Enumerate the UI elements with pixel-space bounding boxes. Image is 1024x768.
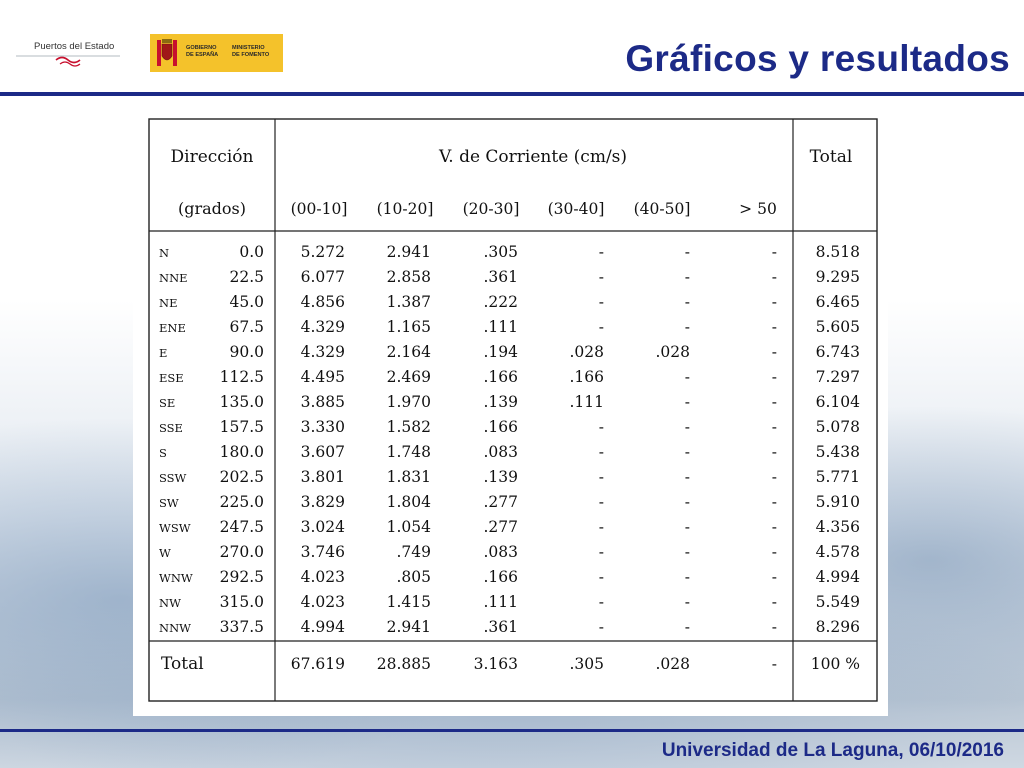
speed-value: 4.495	[300, 368, 345, 386]
row-total: 5.605	[815, 318, 860, 336]
speed-value: -	[771, 268, 777, 286]
row-total: 6.104	[815, 393, 860, 411]
speed-value: .166	[569, 368, 604, 386]
speed-value: 6.077	[300, 268, 345, 286]
speed-value: -	[684, 268, 690, 286]
speed-value: -	[771, 318, 777, 336]
speed-value: 1.165	[386, 318, 431, 336]
direction-degrees: 292.5	[219, 568, 264, 586]
speed-value: .083	[483, 443, 518, 461]
row-total: 5.078	[815, 418, 860, 436]
speed-value: 1.804	[386, 493, 431, 511]
speed-bin-header: (40-50]	[633, 200, 691, 218]
row-total: 6.743	[815, 343, 860, 361]
speed-value: .222	[483, 293, 518, 311]
speed-value: -	[598, 243, 604, 261]
speed-value: -	[598, 493, 604, 511]
direction-degrees: 0.0	[239, 243, 264, 261]
row-total: 5.910	[815, 493, 860, 511]
row-total: 4.578	[815, 543, 860, 561]
direction-label: NNW	[159, 621, 191, 635]
speed-value: .166	[483, 368, 518, 386]
speed-value: 4.329	[300, 343, 345, 361]
speed-value: -	[771, 343, 777, 361]
ministerio-de-fomento-logo	[150, 34, 283, 72]
speed-value: 1.831	[386, 468, 431, 486]
coat-of-arms-icon	[154, 38, 180, 68]
speed-value: .361	[483, 268, 518, 286]
puertos-del-estado-logo	[16, 38, 120, 72]
wave-icon	[16, 38, 120, 72]
speed-value: .277	[483, 518, 518, 536]
direction-label: ENE	[159, 321, 186, 335]
gobierno-de-espana-text: GOBIERNO DE ESPAÑA	[186, 45, 219, 58]
footer-divider	[0, 729, 1024, 732]
total-row-value: .305	[569, 655, 604, 673]
speed-value: -	[771, 493, 777, 511]
speed-value: -	[684, 293, 690, 311]
row-total: 5.549	[815, 593, 860, 611]
ministerio-de-fomento-text: MINISTERIO DE FOMENTO	[232, 45, 270, 58]
direction-degrees: 202.5	[219, 468, 264, 486]
row-total: 6.465	[815, 293, 860, 311]
speed-bin-header: (20-30]	[462, 200, 520, 218]
speed-value: 1.415	[386, 593, 431, 611]
speed-value: 2.941	[386, 618, 431, 636]
speed-value: 3.829	[300, 493, 345, 511]
speed-value: .277	[483, 493, 518, 511]
direction-label: NE	[159, 296, 178, 310]
speed-value: -	[598, 268, 604, 286]
speed-value: .749	[396, 543, 431, 561]
speed-value: 1.970	[386, 393, 431, 411]
row-total: 5.438	[815, 443, 860, 461]
speed-value: -	[684, 318, 690, 336]
speed-value: -	[684, 443, 690, 461]
speed-value: .805	[396, 568, 431, 586]
footer-text: Universidad de La Laguna, 06/10/2016	[661, 740, 1004, 761]
speed-value: 3.885	[300, 393, 345, 411]
speed-value: 4.856	[300, 293, 345, 311]
speed-value: -	[684, 418, 690, 436]
direction-degrees: 22.5	[229, 268, 264, 286]
speed-value: -	[598, 568, 604, 586]
direction-label: N	[159, 246, 170, 260]
speed-value: 4.329	[300, 318, 345, 336]
speed-value: .111	[569, 393, 604, 411]
direction-label: WNW	[159, 571, 193, 585]
direction-label: SSW	[159, 471, 187, 485]
row-total: 4.994	[815, 568, 860, 586]
row-total: 7.297	[815, 368, 860, 386]
speed-value: .028	[655, 343, 690, 361]
speed-value: -	[771, 593, 777, 611]
speed-value: .361	[483, 618, 518, 636]
speed-value: -	[598, 593, 604, 611]
direction-degrees: 247.5	[219, 518, 264, 536]
direction-label: WSW	[159, 521, 191, 535]
speed-value: .139	[483, 393, 518, 411]
direction-header: Dirección	[170, 147, 254, 167]
direction-label: SE	[159, 396, 176, 410]
current-speed-table	[133, 110, 888, 716]
speed-value: 4.023	[300, 568, 345, 586]
speed-value: -	[598, 543, 604, 561]
speed-value: -	[771, 618, 777, 636]
direction-label: W	[159, 546, 171, 560]
speed-value: -	[684, 393, 690, 411]
speed-bin-header: (30-40]	[547, 200, 605, 218]
speed-value: -	[684, 593, 690, 611]
speed-value: -	[598, 518, 604, 536]
speed-value: 3.024	[300, 518, 345, 536]
speed-value: -	[771, 368, 777, 386]
speed-value: -	[598, 418, 604, 436]
direction-degrees: 180.0	[219, 443, 264, 461]
speed-value: -	[684, 568, 690, 586]
row-total: 8.296	[815, 618, 860, 636]
direction-subheader: (grados)	[178, 199, 246, 218]
speed-value: .166	[483, 418, 518, 436]
total-row-value: -	[771, 655, 777, 673]
speed-value: -	[771, 543, 777, 561]
direction-label: SSE	[159, 421, 183, 435]
speed-value: 2.469	[386, 368, 431, 386]
speed-value: -	[598, 443, 604, 461]
speed-value: -	[598, 293, 604, 311]
total-row-value: 28.885	[376, 655, 431, 673]
total-row-value: 3.163	[473, 655, 518, 673]
speed-bin-header: (00-10]	[290, 200, 348, 218]
direction-degrees: 45.0	[229, 293, 264, 311]
header-divider	[0, 92, 1024, 96]
speed-value: 3.607	[300, 443, 345, 461]
speed-value: 4.023	[300, 593, 345, 611]
speed-bin-header: (10-20]	[376, 200, 434, 218]
speed-value: .083	[483, 543, 518, 561]
direction-degrees: 225.0	[219, 493, 264, 511]
puertos-del-estado-logo-text: Puertos del Estado	[34, 41, 115, 52]
speed-value: -	[684, 368, 690, 386]
speed-value: 3.746	[300, 543, 345, 561]
speed-value: -	[684, 618, 690, 636]
grand-total: 100 %	[810, 655, 860, 673]
speed-value: -	[684, 518, 690, 536]
speed-value: 1.387	[386, 293, 431, 311]
row-total: 4.356	[815, 518, 860, 536]
speed-value: -	[771, 293, 777, 311]
row-total: 9.295	[815, 268, 860, 286]
speed-value: .028	[569, 343, 604, 361]
speed-value: -	[771, 393, 777, 411]
speed-value: -	[771, 443, 777, 461]
speed-value: 1.582	[386, 418, 431, 436]
speed-value: -	[684, 243, 690, 261]
speed-value: -	[771, 418, 777, 436]
row-total: 5.771	[815, 468, 860, 486]
speed-value: 2.164	[386, 343, 431, 361]
speed-value: .305	[483, 243, 518, 261]
direction-label: S	[159, 446, 167, 460]
direction-degrees: 112.5	[219, 368, 264, 386]
total-row-value: .028	[655, 655, 690, 673]
slide-title: Gráficos y resultados	[625, 38, 1010, 79]
speed-value: .111	[483, 593, 518, 611]
speed-value: -	[771, 468, 777, 486]
total-row-value: 67.619	[290, 655, 345, 673]
speed-value: .166	[483, 568, 518, 586]
speed-value: -	[598, 318, 604, 336]
speed-value: 1.054	[386, 518, 431, 536]
speed-value: 2.941	[386, 243, 431, 261]
speed-bin-header: > 50	[739, 200, 777, 218]
speed-value: -	[598, 618, 604, 636]
direction-degrees: 270.0	[219, 543, 264, 561]
speed-value: .139	[483, 468, 518, 486]
speed-value: .111	[483, 318, 518, 336]
direction-label: NNE	[159, 271, 188, 285]
direction-label: NW	[159, 596, 181, 610]
direction-degrees: 90.0	[229, 343, 264, 361]
direction-degrees: 157.5	[219, 418, 264, 436]
speed-value: -	[684, 543, 690, 561]
direction-degrees: 67.5	[229, 318, 264, 336]
direction-label: ESE	[159, 371, 184, 385]
direction-degrees: 315.0	[219, 593, 264, 611]
speed-value: 3.801	[300, 468, 345, 486]
speed-value: .194	[483, 343, 518, 361]
speed-value: -	[771, 243, 777, 261]
speed-value: 5.272	[300, 243, 345, 261]
speed-value: 2.858	[386, 268, 431, 286]
total-header: Total	[809, 147, 853, 167]
table-svg	[133, 110, 888, 716]
speed-value: -	[684, 468, 690, 486]
speed-value: 1.748	[386, 443, 431, 461]
speed-header: V. de Corriente (cm/s)	[438, 147, 628, 167]
speed-value: 3.330	[300, 418, 345, 436]
direction-label: E	[159, 346, 168, 360]
speed-value: -	[771, 568, 777, 586]
speed-value: 4.994	[300, 618, 345, 636]
speed-value: -	[598, 468, 604, 486]
direction-label: SW	[159, 496, 179, 510]
direction-degrees: 135.0	[219, 393, 264, 411]
row-total: 8.518	[815, 243, 860, 261]
speed-value: -	[771, 518, 777, 536]
speed-value: -	[684, 493, 690, 511]
total-row-label: Total	[161, 654, 204, 674]
direction-degrees: 337.5	[219, 618, 264, 636]
